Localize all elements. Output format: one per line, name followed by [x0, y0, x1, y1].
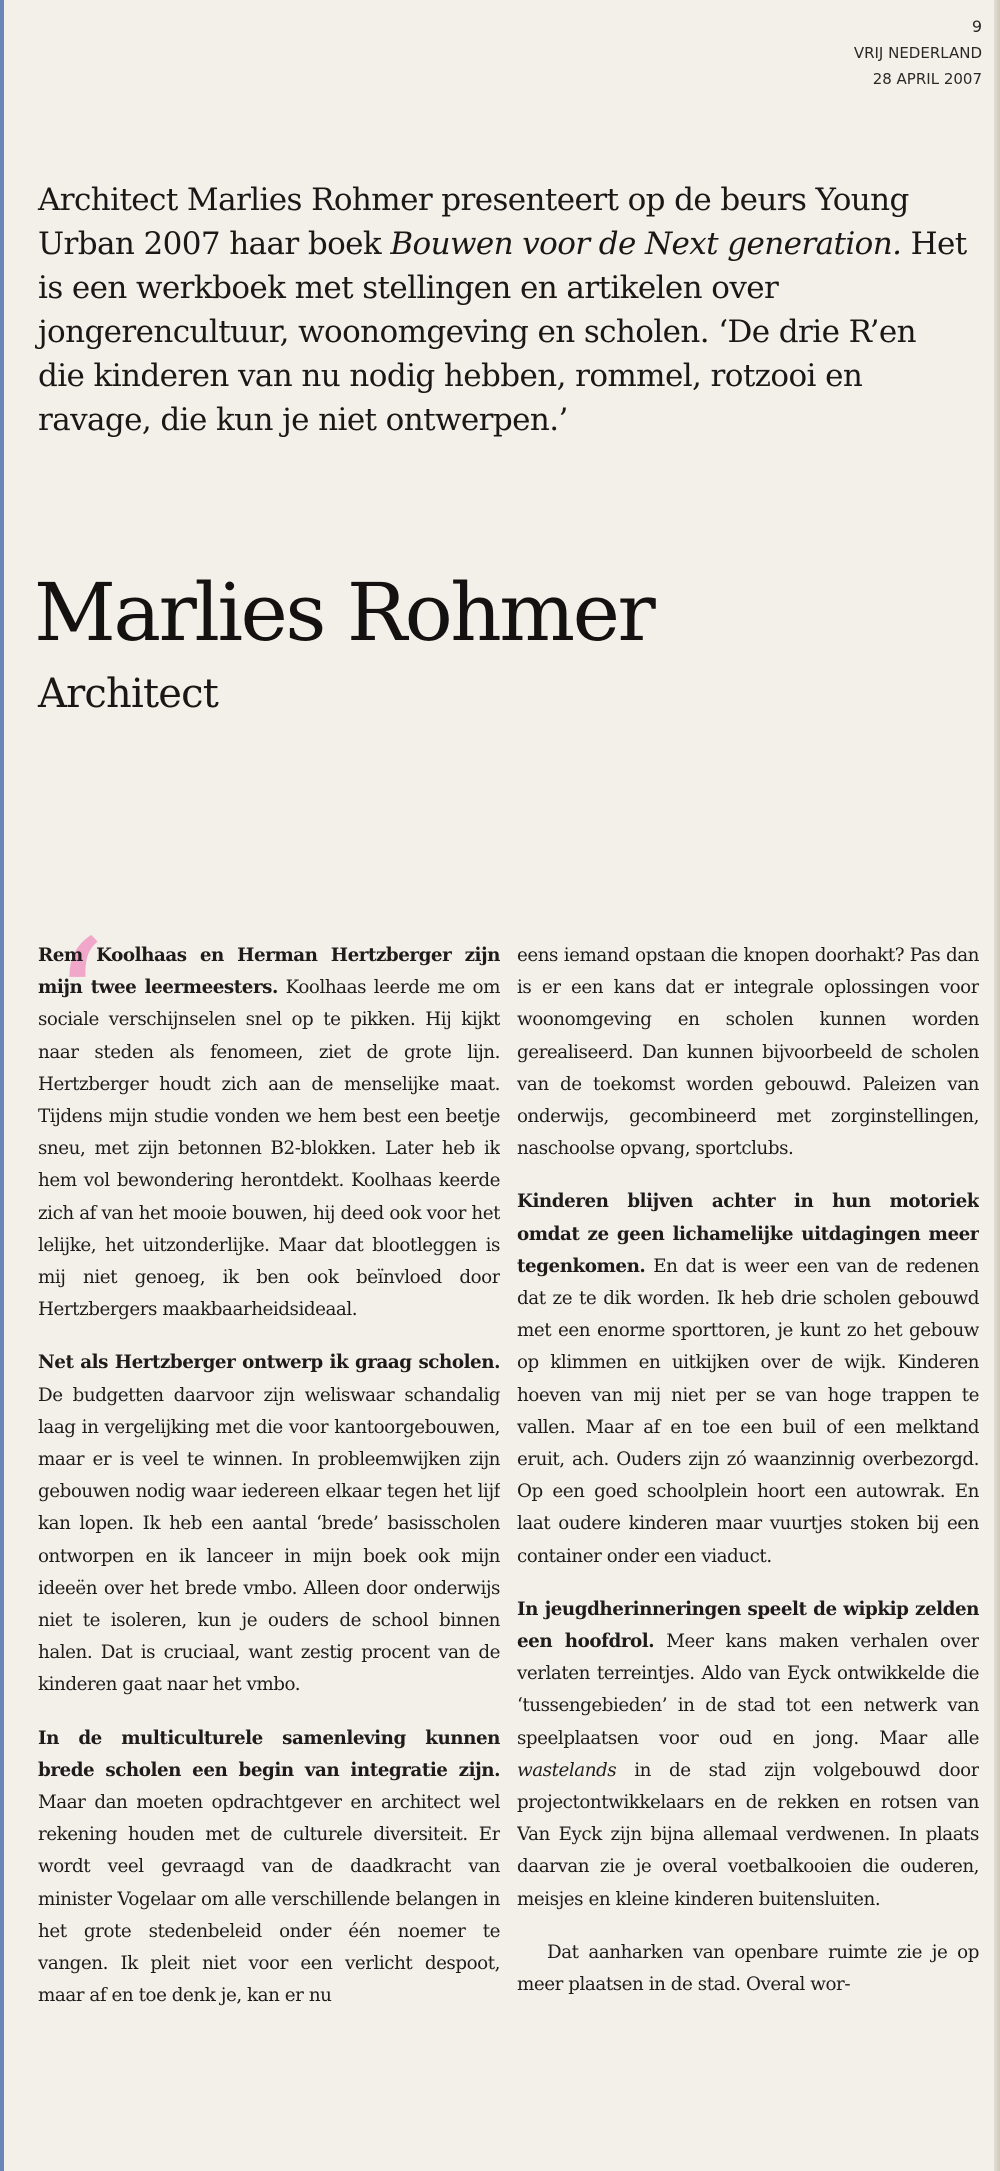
- left-column: [38, 940, 500, 2165]
- page-number: 9: [971, 17, 982, 36]
- paragraph-emphasis: wastelands: [517, 1759, 617, 1781]
- intro-text-1: Architect Marlies Rohmer presenteert op de beurs Young Urban 2007 haar boek: [38, 182, 909, 262]
- page-edge-right: [994, 0, 1000, 2171]
- paragraph-lead: In de multiculturele samenleving kunnen brede scholen een begin van integratie zijn.: [38, 1727, 500, 1781]
- intro-paragraph: [38, 178, 968, 442]
- paragraph-continuation: eens iemand opstaan die knopen doorhakt? Pas dan is er een kans dat er integrale oplossingen voor woonomgeving en scholen kunnen worden gerealiseerd. Dan kunnen bijvoorbeeld de scholen van de toekomst worden gebouwd. Paleizen van onderwijs, gecombineerd met zorginstellingen, naschoolse opvang, sportclubs.: [517, 945, 979, 1160]
- page-edge-left: [0, 0, 4, 2171]
- publication-name: VRIJ NEDERLAND: [853, 44, 982, 62]
- paragraph-text: En dat is weer een van de redenen dat ze te dik worden. Ik heb drie scholen gebouwd met een enorme sporttoren, je kunt zo het gebouw op klimmen en uitkijken over de wijk. Kinderen hoeven van mij niet per se van hoge trappen te vallen. Maar af en toe een buil of een melktand eruit, ach. Ouders zijn zó waanzinnig overbezorgd. Op een goed schoolplein hoort een autowrak. En laat oudere kinderen maar vuurtjes stoken bij een container onder een viaduct.: [517, 1255, 979, 1567]
- right-column: [517, 940, 979, 2165]
- paragraph: [38, 940, 500, 1326]
- paragraph-lead: Rem Koolhaas en Herman Hertzberger zijn mijn twee leermeesters.: [38, 945, 500, 999]
- masthead: [854, 14, 982, 92]
- paragraph-lead: In jeugdherinneringen speelt de wipkip zelden een hoofdrol.: [517, 1598, 979, 1653]
- intro-text-2: Het is een werkboek met stellingen en artikelen over jongerencultuur, woonomgeving en scholen. ‘De drie R’en die kinderen van nu nodig hebben, rommel, rotzooi en ravage, die kun je niet ontwerpen.’: [38, 226, 967, 438]
- paragraph: [517, 1594, 979, 1916]
- paragraph: [517, 1186, 979, 1572]
- headline-role: Architect: [38, 671, 218, 717]
- paragraph: [38, 1347, 500, 1701]
- paragraph-final: Dat aanharken van openbare ruimte zie je op meer plaatsen in de stad. Overal wor-: [517, 1941, 979, 1996]
- paragraph-text: Meer kans maken verhalen over verlaten terreintjes. Aldo van Eyck ontwikkelde die ‘tussengebieden’ in de stad tot een netwerk van speelplaatsen voor oud en jong. Maar alle: [517, 1631, 979, 1749]
- paragraph-text: Koolhaas leerde me om sociale verschijnselen snel op te pikken. Hij kijkt naar steden als fenomeen, ziet de grote lijn. Hertzberger houdt zich aan de menselijke maat. Tijdens mijn studie vonden we hem best een beetje sneu, met zijn betonnen B2-blokken. Later heb ik hem vol bewondering herontdekt. Koolhaas keerde zich af van het mooie bouwen, hij deed ook voor het lelijke, het uitzonderlijke. Maar dat blootleggen is mij niet genoeg, ik ben ook beïnvloed door Hertzbergers maakbaarheidsideaal.: [38, 977, 500, 1321]
- quote-mark-icon: ‘: [52, 904, 107, 1102]
- publication-date: 28 APRIL 2007: [872, 70, 982, 88]
- paragraph: [38, 1723, 500, 2013]
- paragraph-text: De budgetten daarvoor zijn weliswaar schandalig laag in vergelijking met die voor kantoorgebouwen, maar er is veel te winnen. In probleemwijken zijn gebouwen nodig waar iedereen elkaar tegen het lijf kan lopen. Ik heb een aantal ‘brede’ basisscholen ontworpen en ik lanceer in mijn boek ook mijn ideeën over het brede vmbo. Alleen door onderwijs niet te isoleren, kun je ouders de school binnen halen. Dat is cruciaal, want zestig procent van de kinderen gaat naar het vmbo.: [38, 1384, 500, 1696]
- paragraph-text: in de stad zijn volgebouwd door projectontwikkelaars en de rekken en rotsen van Van Eyck zijn bijna allemaal verdwenen. In plaats daarvan zie je overal voetbalkooien die ouderen, meisjes en kleine kinderen buitensluiten.: [517, 1759, 979, 1910]
- paragraph-lead: Net als Hertzberger ontwerp ik graag scholen.: [38, 1352, 500, 1374]
- book-title: Bouwen voor de Next generation.: [390, 226, 902, 262]
- paragraph-lead: Kinderen blijven achter in hun motoriek omdat ze geen lichamelijke uitdagingen meer tegenkomen.: [517, 1191, 979, 1277]
- headline-name: Marlies Rohmer: [34, 566, 654, 659]
- paragraph-text: Maar dan moeten opdrachtgever en architect wel rekening houden met de culturele diversiteit. Er wordt veel gevraagd van de daadkracht van minister Vogelaar om alle verschillende belangen in het grote stedenbeleid onder één noemer te vangen. Ik pleit niet voor een verlicht despoot, maar af en toe denk je, kan er nu: [38, 1792, 500, 2007]
